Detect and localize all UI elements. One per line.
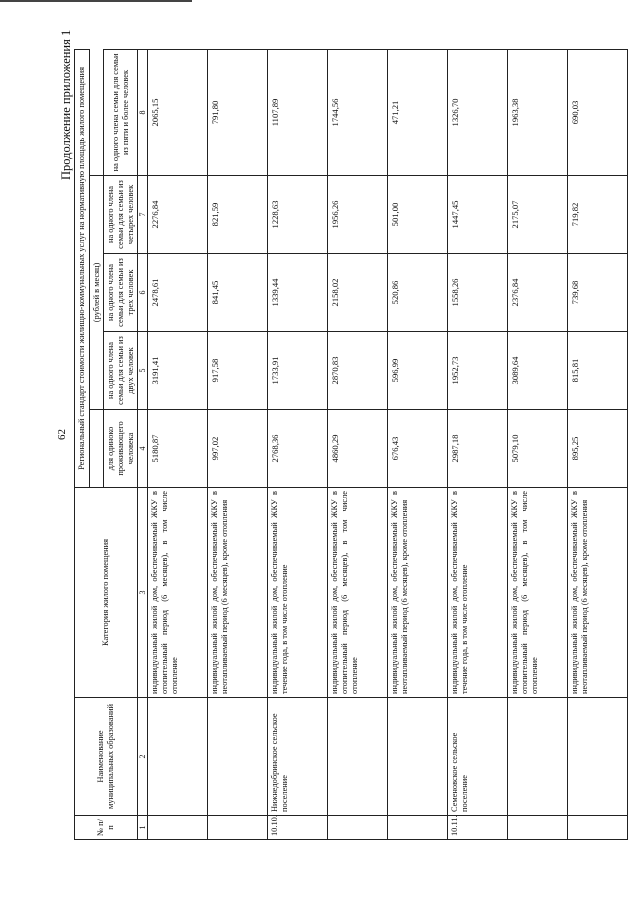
value-single: 997,02: [208, 410, 268, 488]
value-two: 596,99: [388, 332, 448, 410]
value-five-plus: 1326,70: [448, 49, 508, 175]
row-number: [568, 816, 628, 840]
municipality-name: Нижнедобринское сельское поселение: [268, 698, 328, 816]
municipality-name: Семеновское сельское поселение: [448, 698, 508, 816]
value-five-plus: 690,03: [568, 49, 628, 175]
header-sub-4: на одного члена семьи для семьи из четырех человек: [104, 176, 138, 254]
value-three: 2376,84: [508, 254, 568, 332]
value-five-plus: 1963,38: [508, 49, 568, 175]
value-two: 3191,41: [148, 332, 208, 410]
value-single: 5180,87: [148, 410, 208, 488]
value-four: 1956,26: [328, 176, 388, 254]
value-two: 815,81: [568, 332, 628, 410]
header-sub-5: на одного члена семьи для семьи из пяти и более человек: [104, 49, 138, 175]
value-five-plus: 1744,56: [328, 49, 388, 175]
municipality-name: [148, 698, 208, 816]
row-number: [388, 816, 448, 840]
index-cell: 3: [138, 488, 148, 698]
value-three: 1558,26: [448, 254, 508, 332]
table-row: [448, 49, 508, 839]
value-two: 2870,83: [328, 332, 388, 410]
header-name: Наименование муниципальных образований: [75, 698, 138, 816]
value-three: 2158,02: [328, 254, 388, 332]
rotated-page-content: [56, 29, 616, 840]
top-rule: [0, 0, 192, 2]
value-five-plus: 1107,89: [268, 49, 328, 175]
index-cell: 6: [138, 254, 148, 332]
housing-category: индивидуальный жилой дом, обеспечиваемый ЖКУ в отопительный период (6 месяцев), в том числе отопление: [328, 488, 388, 698]
value-single: 5079,10: [508, 410, 568, 488]
municipality-name: [388, 698, 448, 816]
housing-category: индивидуальный жилой дом, обеспечиваемый ЖКУ в неотапливаемый период (6 месяцев), кроме отопления: [568, 488, 628, 698]
continuation-title: Продолжение приложения 1: [59, 29, 73, 180]
row-number: [508, 816, 568, 840]
header-index-row: [138, 49, 148, 839]
header-sub-2: на одного члена семьи для семьи из двух человек: [104, 332, 138, 410]
index-cell: 4: [138, 410, 148, 488]
table-row: [388, 49, 448, 839]
value-two: 1733,91: [268, 332, 328, 410]
value-five-plus: 471,21: [388, 49, 448, 175]
housing-category: индивидуальный жилой дом, обеспечиваемый ЖКУ в течение года, в том числе отопление: [268, 488, 328, 698]
table-row: [508, 49, 568, 839]
value-single: 4860,29: [328, 410, 388, 488]
index-cell: 2: [138, 698, 148, 816]
header-standard: Региональный стандарт стоимости жилищно-коммунальных услуг на нормативную площадь жилого помещения: [75, 49, 90, 487]
table-row: [568, 49, 628, 839]
value-three: 520,86: [388, 254, 448, 332]
housing-category: индивидуальный жилой дом, обеспечиваемый ЖКУ в отопительный период (6 месяцев), в том числе отопление: [148, 488, 208, 698]
housing-category: индивидуальный жилой дом, обеспечиваемый ЖКУ в течение года, в том числе отопление: [448, 488, 508, 698]
value-two: 3089,64: [508, 332, 568, 410]
table-row: [268, 49, 328, 839]
value-four: 1228,63: [268, 176, 328, 254]
housing-category: индивидуальный жилой дом, обеспечиваемый ЖКУ в неотапливаемый период (6 месяцев), кроме отопления: [208, 488, 268, 698]
value-four: 1447,45: [448, 176, 508, 254]
housing-standard-table: [74, 49, 628, 840]
header-category: Категория жилого помещения: [75, 488, 138, 698]
value-four: 719,82: [568, 176, 628, 254]
value-two: 1952,73: [448, 332, 508, 410]
value-four: 2175,07: [508, 176, 568, 254]
value-five-plus: 2065,15: [148, 49, 208, 175]
value-five-plus: 791,80: [208, 49, 268, 175]
value-single: 895,25: [568, 410, 628, 488]
index-cell: 5: [138, 332, 148, 410]
value-four: 2276,84: [148, 176, 208, 254]
value-four: 821,59: [208, 176, 268, 254]
municipality-name: [208, 698, 268, 816]
municipality-name: [508, 698, 568, 816]
value-three: 739,68: [568, 254, 628, 332]
header-sub-1: для одиноко проживающего человека: [104, 410, 138, 488]
value-three: 1339,44: [268, 254, 328, 332]
table-row: [148, 49, 208, 839]
municipality-name: [328, 698, 388, 816]
row-number: [208, 816, 268, 840]
table-row: [208, 49, 268, 839]
value-two: 917,58: [208, 332, 268, 410]
value-single: 2768,36: [268, 410, 328, 488]
housing-category: индивидуальный жилой дом, обеспечиваемый ЖКУ в отопительный период (6 месяцев), в том числе отопление: [508, 488, 568, 698]
index-cell: 7: [138, 176, 148, 254]
municipality-name: [568, 698, 628, 816]
value-single: 2987,18: [448, 410, 508, 488]
header-sub-3: на одного члена семьи для семьи из трех человек: [104, 254, 138, 332]
header-row-top: [75, 49, 90, 839]
value-three: 841,45: [208, 254, 268, 332]
row-number: 10.10.: [268, 816, 328, 840]
header-unit: (рублей в месяц): [89, 176, 104, 410]
table-row: [328, 49, 388, 839]
row-number: [148, 816, 208, 840]
housing-category: индивидуальный жилой дом, обеспечиваемый ЖКУ в неотапливаемый период (6 месяцев), кроме отопления: [388, 488, 448, 698]
row-number: 10.11.: [448, 816, 508, 840]
value-four: 501,00: [388, 176, 448, 254]
header-no: № п/п: [75, 816, 138, 840]
page-number: 62: [56, 429, 68, 440]
index-cell: 8: [138, 49, 148, 175]
value-single: 676,43: [388, 410, 448, 488]
value-three: 2478,61: [148, 254, 208, 332]
index-cell: 1: [138, 816, 148, 840]
row-number: [328, 816, 388, 840]
